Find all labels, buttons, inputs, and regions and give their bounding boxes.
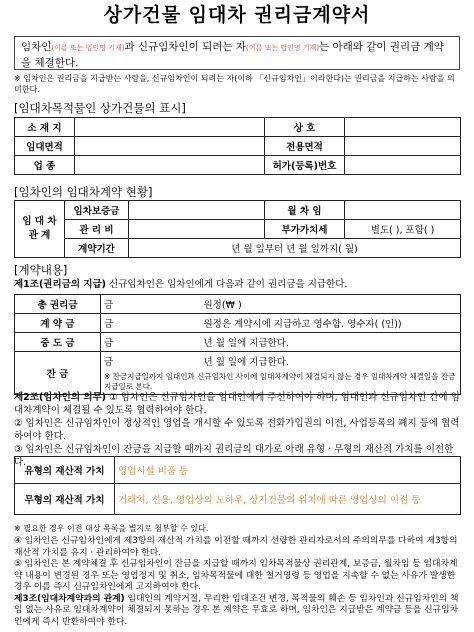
label-leased-area: 임대면적 [15,137,75,156]
interim-payment-amount[interactable]: 금 [101,333,201,352]
label-balance: 잔 금 [15,352,101,395]
intro-note-1: (이름 또는 법인명 기재) [51,44,125,52]
interim-payment-date: 년 월 일에 지급한다. [201,333,461,352]
article-2-continued [14,536,460,628]
table-row [15,201,461,220]
article-2-item-4: ④ 임차인은 신규임차인에게 제3항의 재산적 가치를 이전할 때까지 선량한 관리자로서의 주의의무를 다하여 제3항의 재산적 가치를 유지 · 관리하여야 한다. [14,536,458,558]
article-1-title: 제1조(권리금의 지급) [14,279,107,290]
asset-table [14,456,461,515]
section-premises-heading: [임대차목적물인 상가건물의 표시] [14,101,186,115]
vat-options[interactable]: 별도( ), 포함( ) [345,220,461,239]
table-row [15,314,461,333]
balance-amount[interactable]: 금 [101,352,201,371]
asset-list-note: ※ 필요한 경우 이전 대상 목록을 별지로 첨부할 수 있다. [14,524,209,533]
article-3-text: 임대인의 계약거절, 무리한 임대조건 변경, 목적물의 훼손 등 임차인과 신규임차인의 책임 없는 사유로 임대차계약이 체결되지 못하는 경우 본 계약은 무효로 하며, 임차인은 지급받은 계약금 등을 신규임차인에게 즉시 반환하여야 한다. [14,593,459,627]
party-definition-note: ※ 임차인은 권리금을 지급받는 사람을, 신규임차인이 되려는 자(이하 「신규임차인」이라한다)는 권리금을 지급하는 사람을 의미한다. [14,74,455,94]
intro-text-2: 과 신규임차인이 되려는 자 [124,41,247,53]
tangible-assets-value[interactable]: 영업시설 비품 등 [115,457,461,484]
balance-note: ※ 잔금지급일까지 임대인과 신규임차인 사이에 임대차계약이 체결되지 않는 경우 임대차계약 체결일을 잔금지급일로 본다. [101,370,461,395]
license-number-field[interactable] [345,156,461,175]
label-vat: 부가가치세 [265,220,345,239]
article-2-item-2: ② 임차인은 신규임차인이 정상적인 영업을 개시할 수 있도록 전화가입권의 이전, 사업등록의 폐지 등에 협력하여야 한다. [14,418,460,442]
lease-status-table [14,200,461,258]
label-intangible-assets: 무형의 재산적 가치 [15,484,115,515]
maintenance-fee-field[interactable] [129,220,265,239]
contract-period-field[interactable]: 년 월 일부터 년 월 일까지( 월) [129,239,461,258]
page-title: 상가건물 임대차 권리금계약서 [103,4,371,26]
table-row [15,220,461,239]
table-row [15,118,461,137]
down-payment-amount[interactable]: 금 [101,314,201,333]
table-row [15,333,461,352]
exclusive-area-field[interactable] [345,137,461,156]
intro-box [14,36,460,70]
trade-name-field[interactable] [345,118,461,137]
article-1-text: 신규임차인은 임차인에게 다음과 같이 권리금을 지급한다. [106,279,348,290]
table-row [15,137,461,156]
label-interim-payment: 중 도 금 [15,333,101,352]
article-2-item-5: ⑤ 임차인은 본 계약체결 후 신규임차인이 잔금을 지급할 때까지 임차목적물상 권리관계, 보증금, 월차임 등 임대차계약 내용이 변경된 경우 또는 영업정지 및 취소, 임차목적물에 대한 철거명령 등 영업을 지속할 수 없는 사유가 발생한 경우 이를 즉시 신규임차인에게 고지하여야 한다. [14,559,458,592]
table-row [15,484,461,515]
label-monthly-rent: 월 차 임 [265,201,345,220]
section-lease-status-heading: [임차인의 임대차계약 현황] [14,185,153,199]
article-2-item-3: ③ 임차인은 신규임차인이 잔금을 지급할 때까지 권리금의 대가로 아래 유형 · 무형의 재산적 가치를 이전한다. [14,444,454,468]
label-maintenance-fee: 관 리 비 [65,220,129,239]
address-field[interactable] [75,118,265,137]
intro-note-2: (이름 또는 법인명 기재) [246,44,320,52]
intangible-assets-value[interactable]: 거래처, 신용, 영업상의 노하우, 상가건물의 위치에 따른 영업상의 이점 등 [115,484,461,515]
business-type-field[interactable] [75,156,265,175]
table-row [15,457,461,484]
premises-table [14,117,461,175]
label-address: 소 재 지 [15,118,75,137]
label-trade-name: 상 호 [265,118,345,137]
total-premium-amount[interactable]: 금 [101,295,201,314]
article-2-item-1: ① 임차인은 신규임차인을 임대인에게 주선하여야 하며, 임대인과 신규임차인 간에 임대차계약이 체결될 수 있도록 협력하여야 한다. [14,392,460,416]
section-contract-heading: [계약내용] [14,263,68,277]
label-total-premium: 총 권리금 [15,295,101,314]
payment-table [14,294,461,395]
intro-text-3: 는 아래와 같이 권리금 계약을 체결한다. [21,41,444,69]
label-contract-period: 계약기간 [65,239,129,258]
article-2-title: 제2조(임차인의 의무) [14,392,107,403]
label-tangible-assets: 유형의 재산적 가치 [15,457,115,484]
leased-area-field[interactable] [75,137,265,156]
label-deposit: 임차보증금 [65,201,129,220]
table-row [15,352,461,371]
deposit-field[interactable] [129,201,265,220]
table-row [15,156,461,175]
table-row [15,239,461,258]
monthly-rent-field[interactable] [345,201,461,220]
label-lease-relation: 임 대 차 관 계 [15,201,65,258]
article-1 [14,278,460,291]
table-row [15,295,461,314]
label-license-number: 허가(등록)번호 [265,156,345,175]
balance-date: 년 월 일에 지급한다. [201,352,461,371]
label-down-payment: 계 약 금 [15,314,101,333]
article-3-title: 제3조(임대차계약과의 관계) [14,593,125,604]
label-exclusive-area: 전용면적 [265,137,345,156]
down-payment-detail: 원정은 계약시에 지급하고 영수함. 영수자( (인)) [201,314,461,333]
label-business-type: 업 종 [15,156,75,175]
intro-text-1: 임차인 [21,41,52,53]
total-premium-detail: 원정(₩ ) [201,295,461,314]
